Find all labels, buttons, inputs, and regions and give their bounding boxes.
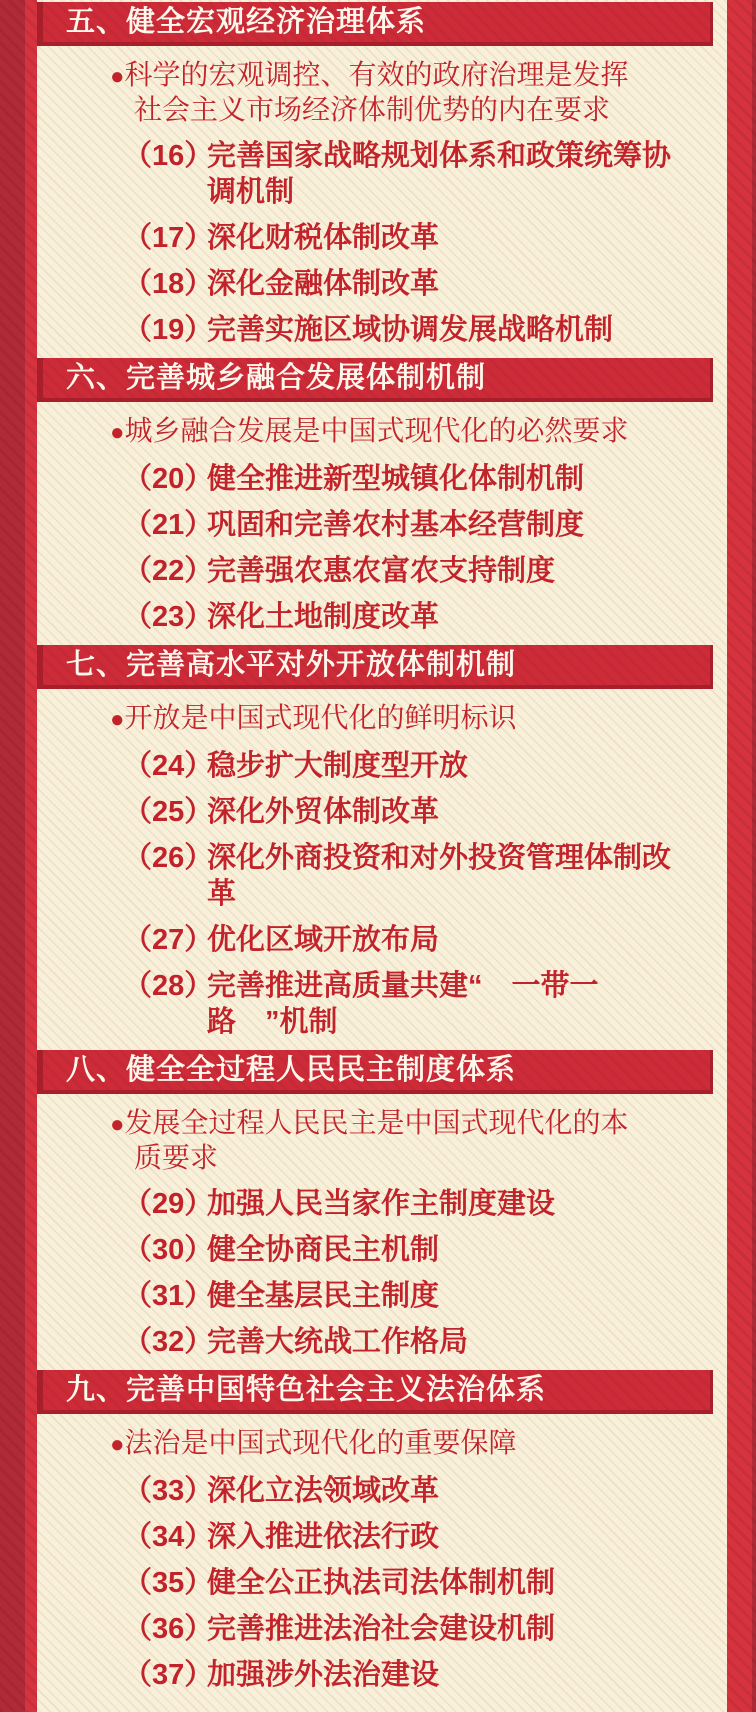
item-number: （27） [123, 924, 214, 956]
left-outer-border [0, 0, 25, 1712]
section-summary-bullet [37, 58, 727, 126]
section-title-banner: 六、完善城乡融合发展体制机制 [37, 358, 713, 402]
section-summary-bullet [37, 414, 727, 449]
item-number: （29） [123, 1188, 214, 1220]
section-summary-bullet [37, 1106, 727, 1174]
item-text: 优化区域开放布局 [207, 924, 440, 956]
item-number: （23） [123, 601, 214, 633]
item-number: （16） [123, 140, 214, 172]
item-text: 完善大统战工作格局 [207, 1326, 469, 1358]
section-title-banner: 五、健全宏观经济治理体系 [37, 2, 713, 46]
item-text: 深化外贸体制改革 [207, 796, 440, 828]
item-number: （33） [123, 1475, 214, 1507]
bullet-text: 发展全过程人民民主是中国式现代化的本质要求 [124, 1107, 629, 1173]
item-text: 健全基层民主制度 [207, 1280, 440, 1312]
section-title-banner: 七、完善高水平对外开放体制机制 [37, 645, 713, 689]
right-outer-border [752, 0, 756, 1712]
item-number: （31） [123, 1280, 214, 1312]
item-number: （18） [123, 268, 214, 300]
numbered-item [37, 1186, 727, 1222]
numbered-item [37, 461, 727, 497]
item-text: 健全推进新型城镇化体制机制 [207, 463, 585, 495]
numbered-item [37, 312, 727, 348]
bullet-text: 开放是中国式现代化的鲜明标识 [124, 702, 517, 733]
bullet-dot-icon: ● [110, 63, 125, 90]
item-text: 稳步扩大制度型开放 [207, 750, 469, 782]
item-text: 加强人民当家作主制度建设 [207, 1188, 556, 1220]
item-number: （17） [123, 222, 214, 254]
item-number: （20） [123, 463, 214, 495]
section-2 [37, 358, 727, 635]
numbered-item [37, 1232, 727, 1268]
numbered-item [37, 1278, 727, 1314]
bullet-dot-icon: ● [110, 419, 125, 446]
bullet-text: 城乡融合发展是中国式现代化的必然要求 [124, 415, 629, 446]
section-title-banner: 八、健全全过程人民民主制度体系 [37, 1050, 713, 1094]
item-text: 深化金融体制改革 [207, 268, 440, 300]
item-text: 完善推进高质量共建“ 一带一路 ”机制 [207, 970, 599, 1038]
numbered-item [37, 840, 727, 912]
item-text: 完善推进法治社会建设机制 [207, 1613, 556, 1645]
item-number: （32） [123, 1326, 214, 1358]
bullet-dot-icon: ● [110, 706, 125, 733]
bullet-dot-icon: ● [110, 1431, 125, 1458]
section-5 [37, 1370, 727, 1693]
item-text: 完善强农惠农富农支持制度 [207, 555, 556, 587]
bullet-text: 法治是中国式现代化的重要保障 [124, 1427, 517, 1458]
bullet-dot-icon: ● [110, 1111, 125, 1138]
item-number: （37） [123, 1659, 214, 1691]
item-number: （36） [123, 1613, 214, 1645]
item-number: （35） [123, 1567, 214, 1599]
item-number: （30） [123, 1234, 214, 1266]
numbered-item [37, 1565, 727, 1601]
section-3 [37, 645, 727, 1040]
numbered-item [37, 1519, 727, 1555]
numbered-item [37, 553, 727, 589]
section-4 [37, 1050, 727, 1360]
item-text: 完善实施区域协调发展战略机制 [207, 314, 614, 346]
item-number: （34） [123, 1521, 214, 1553]
numbered-item [37, 922, 727, 958]
item-number: （26） [123, 842, 214, 874]
numbered-item [37, 220, 727, 256]
numbered-item [37, 507, 727, 543]
section-1 [37, 2, 727, 348]
item-number: （24） [123, 750, 214, 782]
item-number: （19） [123, 314, 214, 346]
item-text: 深化财税体制改革 [207, 222, 440, 254]
numbered-item [37, 968, 727, 1040]
item-text: 健全公正执法司法体制机制 [207, 1567, 556, 1599]
left-inner-border [25, 0, 37, 1712]
numbered-item [37, 1324, 727, 1360]
numbered-item [37, 794, 727, 830]
policy-outline [37, 0, 727, 1712]
item-text: 加强涉外法治建设 [207, 1659, 440, 1691]
section-summary-bullet [37, 1426, 727, 1461]
item-number: （22） [123, 555, 214, 587]
bullet-text: 科学的宏观调控、有效的政府治理是发挥社会主义市场经济体制优势的内在要求 [124, 59, 629, 125]
item-text: 健全协商民主机制 [207, 1234, 440, 1266]
item-text: 深化土地制度改革 [207, 601, 440, 633]
numbered-item [37, 748, 727, 784]
item-text: 深化立法领域改革 [207, 1475, 440, 1507]
item-text: 巩固和完善农村基本经营制度 [207, 509, 585, 541]
numbered-item [37, 266, 727, 302]
item-text: 深化外商投资和对外投资管理体制改革 [207, 842, 672, 910]
right-inner-border [727, 0, 752, 1712]
numbered-item [37, 1657, 727, 1693]
item-number: （28） [123, 970, 214, 1002]
item-text: 深入推进依法行政 [207, 1521, 440, 1553]
numbered-item [37, 138, 727, 210]
numbered-item [37, 1473, 727, 1509]
item-text: 完善国家战略规划体系和政策统筹协调机制 [207, 140, 672, 208]
section-summary-bullet [37, 701, 727, 736]
numbered-item [37, 1611, 727, 1647]
item-number: （21） [123, 509, 214, 541]
numbered-item [37, 599, 727, 635]
section-title-banner: 九、完善中国特色社会主义法治体系 [37, 1370, 713, 1414]
item-number: （25） [123, 796, 214, 828]
